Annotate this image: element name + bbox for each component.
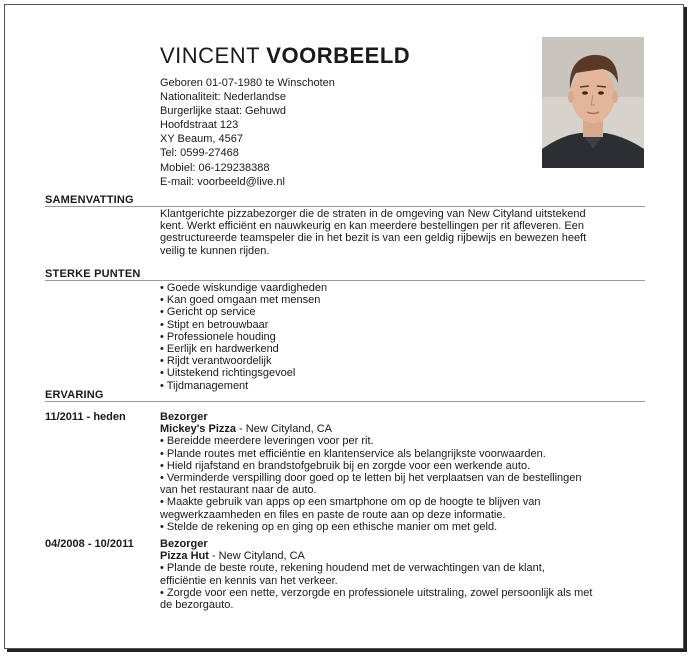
section-title-strengths: STERKE PUNTEN xyxy=(45,268,141,280)
list-item: • Goede wiskundige vaardigheden xyxy=(160,282,328,294)
section-divider xyxy=(45,206,645,207)
summary-line: veilig te kunnen rijden. xyxy=(160,244,270,257)
contact-line: Tel: 0599-27468 xyxy=(160,147,239,160)
list-item: wegwerkzaamheden en files en paste de route aan op deze informatie. xyxy=(160,508,506,521)
company-location: - New Cityland, CA xyxy=(208,550,305,563)
list-item: • Professionele houding xyxy=(160,330,276,343)
list-item: • Zorgde voor een nette, verzorgde en professionele uitstraling, zowel persoonlijk als met xyxy=(160,586,593,599)
summary-line: kent. Werkt efficiënt en nauwkeurig en kan meerdere bestellingen per rit afleveren. Een xyxy=(160,220,584,233)
section-title-experience: ERVARING xyxy=(45,389,104,401)
first-name: VINCENT xyxy=(160,43,260,68)
contact-line: XY Beaum, 4567 xyxy=(160,133,243,146)
summary-line: gestructureerde teamspeler die in het bezit is van een geldig rijbewijs en bewezen heeft xyxy=(160,232,587,245)
list-item: • Rijdt verantwoordelijk xyxy=(160,355,272,368)
section-divider xyxy=(45,401,645,402)
section-title-summary: SAMENVATTING xyxy=(45,194,134,206)
list-item: • Plande routes met efficiëntie en klantenservice als belangrijkste voorwaarden. xyxy=(160,447,546,460)
last-name: VOORBEELD xyxy=(266,43,411,68)
summary-line: Klantgerichte pizzabezorger die de straten in de omgeving van New Cityland uitstekend xyxy=(160,208,586,220)
candidate-name xyxy=(160,43,410,69)
list-item: • Stelde de rekening op en ging op een ethische manier om met geld. xyxy=(160,520,498,533)
profile-photo xyxy=(542,37,644,168)
list-item: • Maakte gebruik van apps op een smartphone om op de hoogte te blijven van xyxy=(160,496,541,509)
list-item: • Bereidde meerdere leveringen voor per rit. xyxy=(160,435,374,448)
job-entry xyxy=(160,538,645,611)
job-period: 04/2008 - 10/2011 xyxy=(45,538,134,550)
contact-line: Burgerlijke staat: Gehuwd xyxy=(160,105,286,118)
section-divider xyxy=(45,280,645,281)
list-item: de bezorgauto. xyxy=(160,599,234,612)
company-name: Mickey's Pizza xyxy=(160,423,236,436)
portrait-illustration xyxy=(542,37,644,168)
contact-line: Geboren 01-07-1980 te Winschoten xyxy=(160,77,335,89)
contact-line: Mobiel: 06-129238388 xyxy=(160,161,270,174)
list-item: • Kan goed omgaan met mensen xyxy=(160,294,321,307)
job-period: 11/2011 - heden xyxy=(45,411,126,423)
summary-text xyxy=(160,208,642,257)
job-company-line xyxy=(160,550,645,562)
job-title: Bezorger xyxy=(160,411,208,423)
job-entry xyxy=(160,411,645,533)
job-duties xyxy=(160,435,645,533)
job-title: Bezorger xyxy=(160,538,208,550)
job-company-line xyxy=(160,423,645,435)
list-item: efficiëntie en kennis van het verkeer. xyxy=(160,574,338,587)
contact-details xyxy=(160,76,335,189)
list-item: • Plande de beste route, rekening houdend met de verwachtingen van de klant, xyxy=(160,562,545,575)
company-name: Pizza Hut xyxy=(160,550,209,563)
list-item: • Verminderde verspilling door goed op te letten bij het verplaatsen van de bestellingen xyxy=(160,472,582,485)
list-item: • Stipt en betrouwbaar xyxy=(160,318,269,331)
contact-line: Nationaliteit: Nederlandse xyxy=(160,91,286,104)
list-item: • Gericht op service xyxy=(160,306,256,319)
resume-page xyxy=(4,4,684,649)
list-item: • Eerlijk en hardwerkend xyxy=(160,343,279,356)
list-item: • Hield rijafstand en brandstofgebruik bij en zorgde voor een werkende auto. xyxy=(160,459,531,472)
contact-line: E-mail: voorbeeld@live.nl xyxy=(160,175,285,188)
job-duties xyxy=(160,562,645,611)
contact-line: Hoofdstraat 123 xyxy=(160,119,239,132)
list-item: • Tijdmanagement xyxy=(160,379,249,392)
list-item: • Uitstekend richtingsgevoel xyxy=(160,367,296,380)
list-item: van het restaurant naar de auto. xyxy=(160,484,317,497)
company-location: - New Cityland, CA xyxy=(236,423,332,436)
strengths-list xyxy=(160,282,642,392)
